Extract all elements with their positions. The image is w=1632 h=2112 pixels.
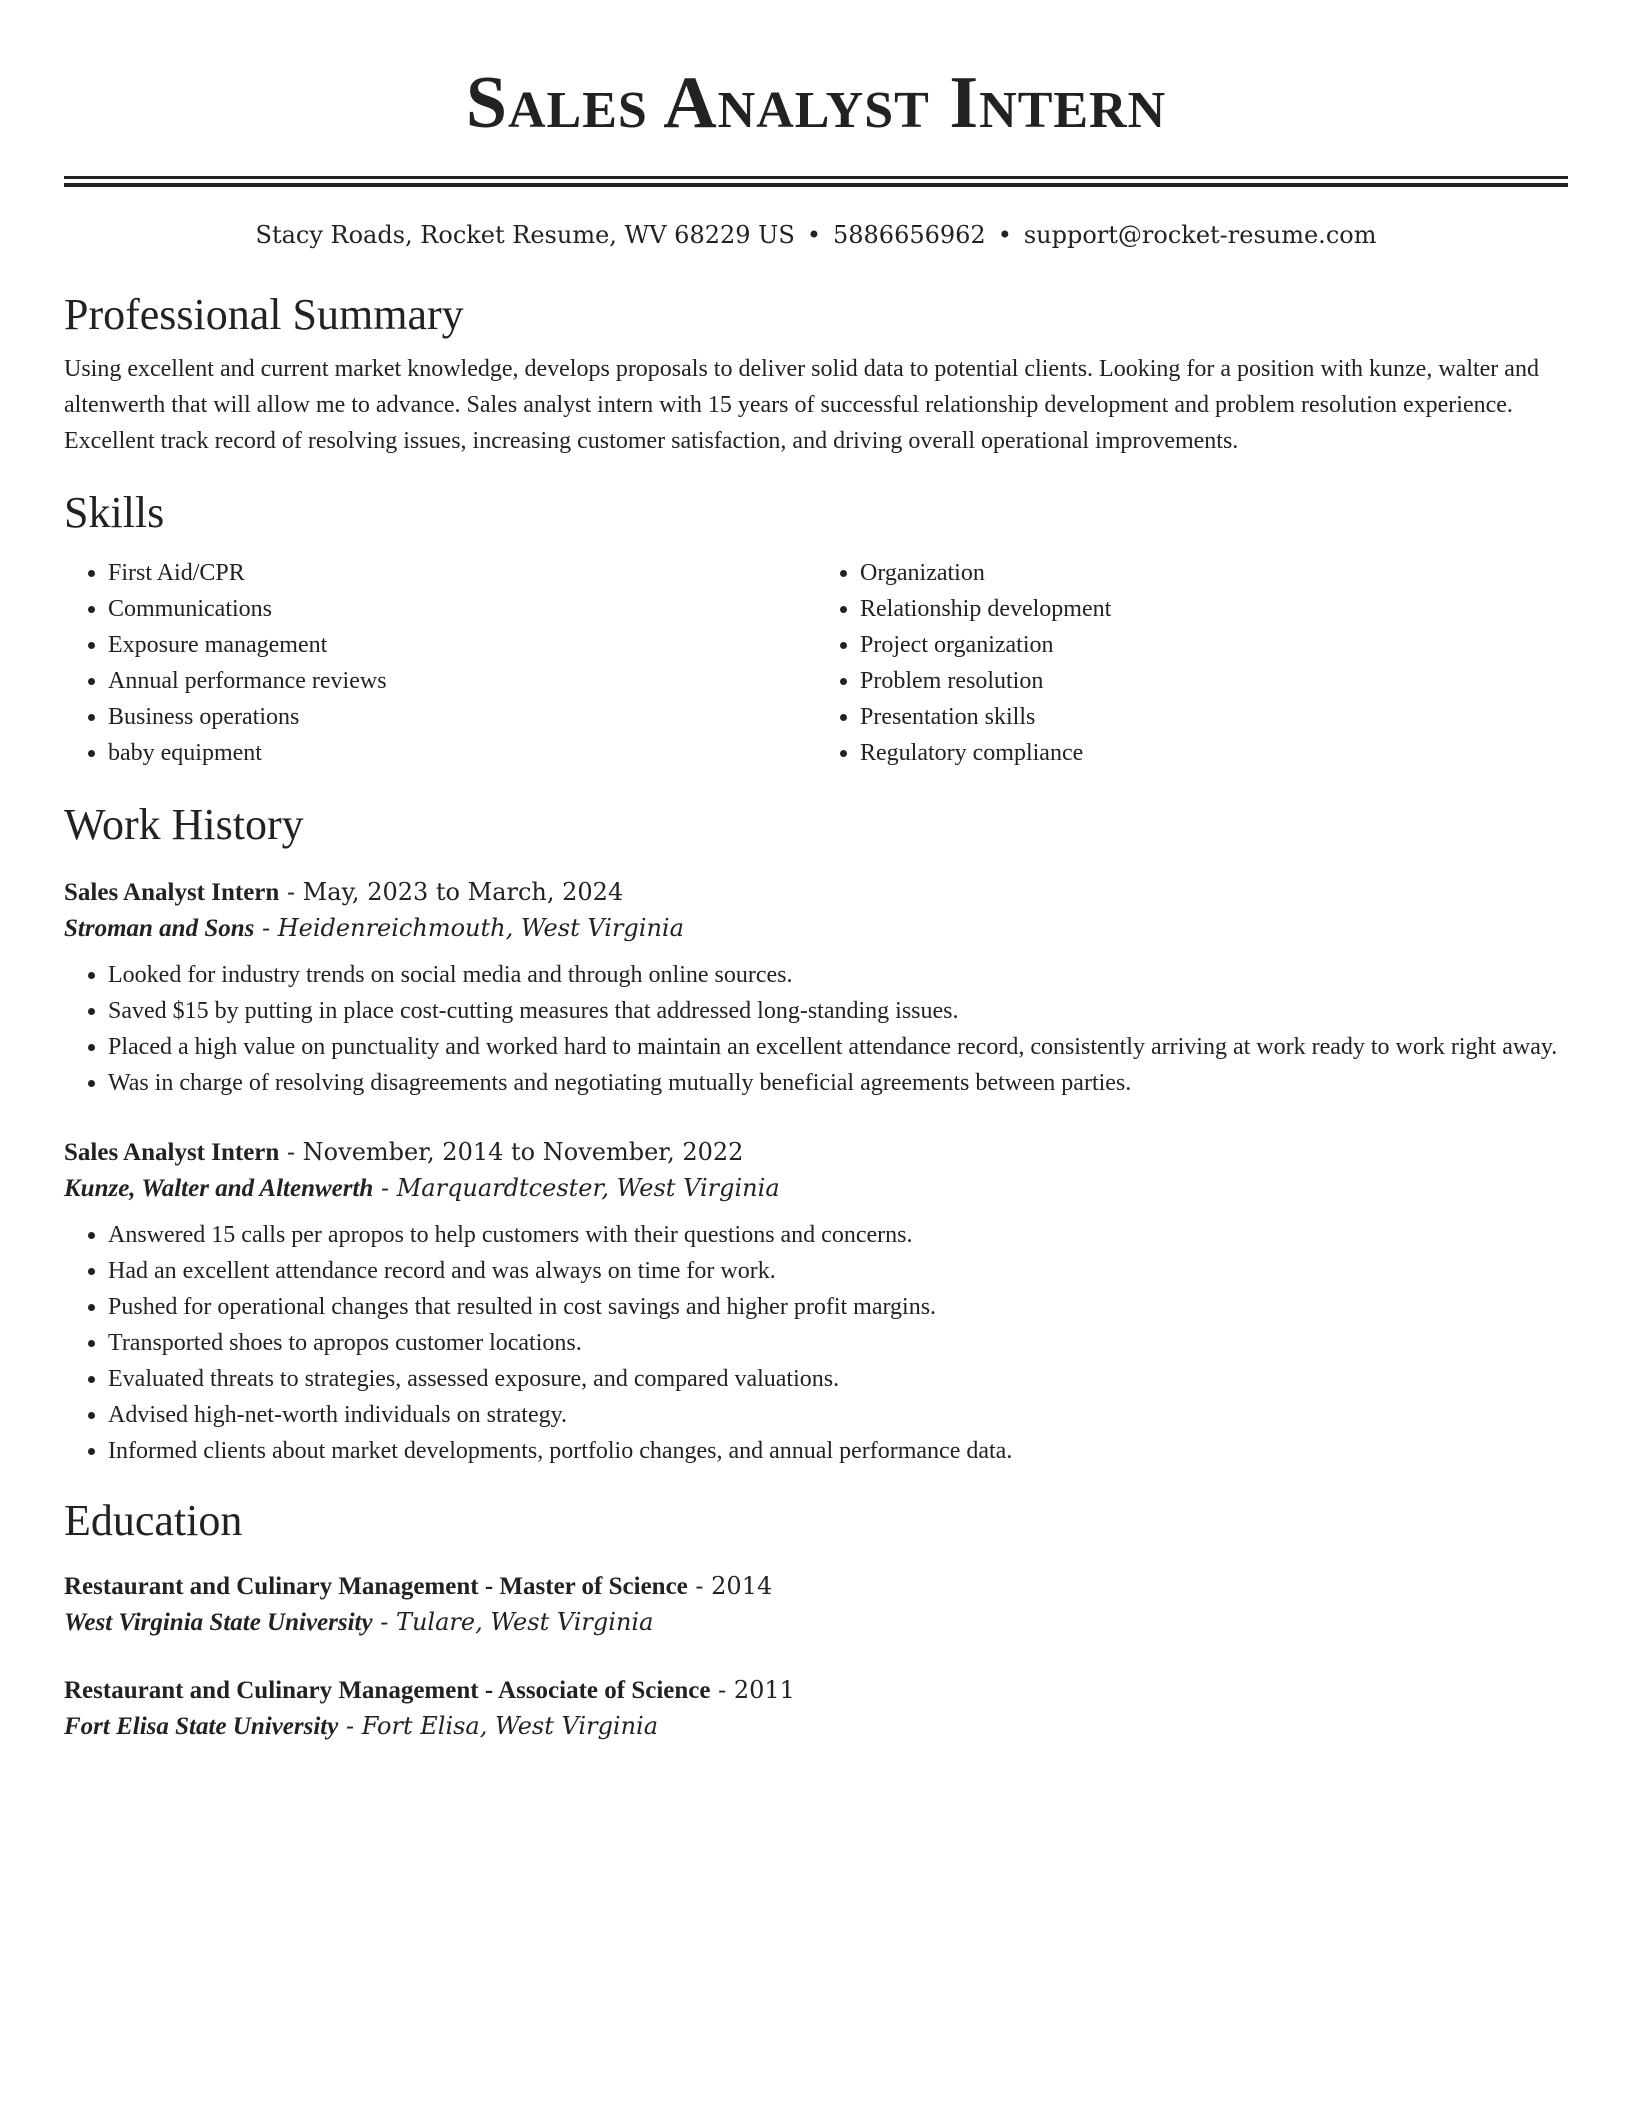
education-heading: Education	[64, 1496, 243, 1545]
skill-item: • Regulatory compliance	[860, 735, 1568, 771]
degree-name: Restaurant and Culinary Management - Master of Science	[64, 1573, 688, 1600]
skill-item: • Exposure management	[108, 627, 816, 663]
school-location: - Fort Elisa, West Virginia	[338, 1712, 659, 1740]
job-dates: - November, 2014 to November, 2022	[279, 1138, 744, 1166]
duty-item: • Transported shoes to apropos customer locations.	[108, 1325, 1568, 1361]
contact-separator: •	[997, 221, 1012, 249]
degree-line	[64, 1569, 1568, 1604]
company-line	[64, 1170, 1568, 1207]
job-entry	[64, 875, 1568, 1101]
graduation-year: - 2011	[710, 1676, 795, 1704]
job-duties	[64, 1217, 1568, 1469]
school-line	[64, 1708, 1568, 1745]
job-dates: - May, 2023 to March, 2024	[279, 878, 624, 906]
school-line	[64, 1604, 1568, 1641]
duty-item: • Had an excellent attendance record and was always on time for work.	[108, 1253, 1568, 1289]
job-title: Sales Analyst Intern	[64, 1139, 280, 1166]
title-divider	[64, 176, 1568, 187]
job-title-line	[64, 875, 1568, 910]
duty-item: • Was in charge of resolving disagreements and negotiating mutually beneficial agreements between parties.	[108, 1065, 1568, 1101]
job-entry	[64, 1135, 1568, 1469]
school-name: Fort Elisa State University	[64, 1713, 339, 1740]
skill-item: • Relationship development	[860, 591, 1568, 627]
education-entry	[64, 1673, 1568, 1745]
company-name: Stroman and Sons	[64, 915, 255, 942]
degree-line	[64, 1673, 1568, 1708]
contact-email: support@rocket-resume.com	[1023, 221, 1377, 249]
skills-column-left	[64, 555, 816, 771]
duty-item: • Saved $15 by putting in place cost-cutting measures that addressed long-standing issues.	[108, 993, 1568, 1029]
contact-separator: •	[806, 221, 821, 249]
skill-item: • baby equipment	[108, 735, 816, 771]
duty-item: • Evaluated threats to strategies, assessed exposure, and compared valuations.	[108, 1361, 1568, 1397]
skill-item: • Communications	[108, 591, 816, 627]
skill-item: • Problem resolution	[860, 663, 1568, 699]
job-title-line	[64, 1135, 1568, 1170]
skill-item: • Project organization	[860, 627, 1568, 663]
skills-list	[64, 555, 1568, 771]
duty-item: • Placed a high value on punctuality and worked hard to maintain an excellent attendance record, consistently arriving at work ready to work right away.	[108, 1029, 1568, 1065]
skill-item: • First Aid/CPR	[108, 555, 816, 591]
contact-address: Stacy Roads, Rocket Resume, WV 68229 US	[255, 221, 795, 249]
company-line	[64, 910, 1568, 947]
resume-title: Sales Analyst Intern	[465, 62, 1167, 144]
skill-item: • Presentation skills	[860, 699, 1568, 735]
skill-item: • Annual performance reviews	[108, 663, 816, 699]
skills-column-right	[816, 555, 1568, 771]
company-location: - Marquardtcester, West Virginia	[373, 1174, 780, 1202]
skill-item: • Business operations	[108, 699, 816, 735]
graduation-year: - 2014	[687, 1572, 773, 1600]
job-title: Sales Analyst Intern	[64, 879, 280, 906]
work-history-heading: Work History	[64, 800, 304, 849]
duty-item: • Advised high-net-worth individuals on strategy.	[108, 1397, 1568, 1433]
company-name: Kunze, Walter and Altenwerth	[64, 1175, 374, 1202]
school-name: West Virginia State University	[64, 1609, 373, 1636]
job-duties	[64, 957, 1568, 1101]
summary-heading: Professional Summary	[64, 290, 464, 339]
duty-item: • Looked for industry trends on social media and through online sources.	[108, 957, 1568, 993]
skill-item: • Organization	[860, 555, 1568, 591]
contact-phone: 5886656962	[832, 221, 986, 249]
company-location: - Heidenreichmouth, West Virginia	[254, 914, 684, 942]
duty-item: • Answered 15 calls per apropos to help customers with their questions and concerns.	[108, 1217, 1568, 1253]
education-entry	[64, 1569, 1568, 1641]
skills-heading: Skills	[64, 488, 165, 537]
summary-text: Using excellent and current market knowledge, develops proposals to deliver solid data to potential clients. Looking for a position with kunze, walter and altenwerth that will allow me to advance. Sales analyst intern with 15 years of successful relationship development and problem resolution experience. Excellent track record of resolving issues, increasing customer satisfaction, and driving overall operational improvements.	[64, 356, 1539, 454]
school-location: - Tulare, West Virginia	[372, 1608, 654, 1636]
degree-name: Restaurant and Culinary Management - Associate of Science	[64, 1677, 711, 1704]
contact-line	[64, 219, 1568, 251]
duty-item: • Informed clients about market developments, portfolio changes, and annual performance data.	[108, 1433, 1568, 1469]
duty-item: • Pushed for operational changes that resulted in cost savings and higher profit margins.	[108, 1289, 1568, 1325]
